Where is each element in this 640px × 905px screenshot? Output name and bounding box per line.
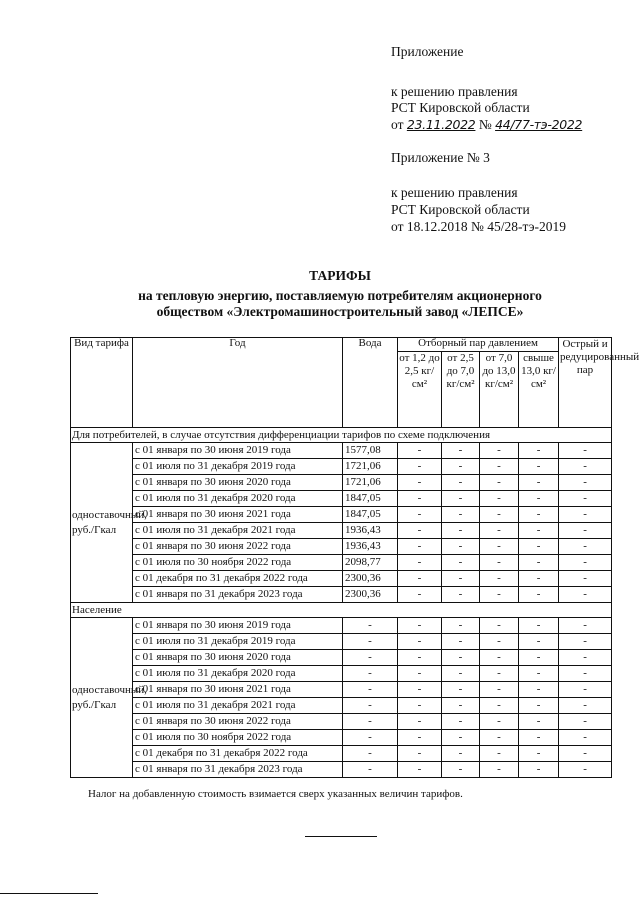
steam-value: - (442, 762, 480, 778)
steam-value: - (480, 587, 519, 603)
steam-value: - (519, 539, 559, 555)
table-row (71, 618, 612, 634)
steam-value: - (559, 459, 612, 475)
steam-value: - (519, 555, 559, 571)
water-value: 1936,43 (343, 523, 398, 539)
period-cell: с 01 июля по 31 декабря 2019 года (133, 634, 343, 650)
steam-value: - (398, 555, 442, 571)
steam-value: - (442, 475, 480, 491)
steam-value: - (442, 714, 480, 730)
water-value: - (343, 682, 398, 698)
water-value: - (343, 666, 398, 682)
water-value: 1577,08 (343, 443, 398, 459)
steam-value: - (480, 666, 519, 682)
steam-value: - (480, 618, 519, 634)
steam-value: - (559, 682, 612, 698)
table-row (71, 443, 612, 459)
period-cell: с 01 июля по 31 декабря 2021 года (133, 698, 343, 714)
water-value: 2300,36 (343, 571, 398, 587)
steam-value: - (398, 459, 442, 475)
period-cell: с 01 июля по 31 декабря 2021 года (133, 523, 343, 539)
tariff-type: одноставочный, руб./Гкал (71, 618, 133, 778)
table-row (71, 587, 612, 603)
steam-value: - (559, 507, 612, 523)
steam-value: - (480, 459, 519, 475)
steam-value: - (559, 634, 612, 650)
period-cell: с 01 июля по 31 декабря 2020 года (133, 666, 343, 682)
steam-value: - (442, 587, 480, 603)
period-cell: с 01 января по 30 июня 2019 года (133, 618, 343, 634)
steam-value: - (480, 555, 519, 571)
table-row (71, 682, 612, 698)
table-row (71, 666, 612, 682)
table-row (71, 539, 612, 555)
steam-value: - (398, 523, 442, 539)
col-p3: от 7,0 до 13,0 кг/см² (480, 352, 519, 428)
steam-value: - (480, 698, 519, 714)
steam-value: - (519, 634, 559, 650)
period-cell: с 01 января по 31 декабря 2023 года (133, 762, 343, 778)
doc-title: ТАРИФЫ (309, 268, 371, 283)
period-cell: с 01 января по 30 июня 2019 года (133, 443, 343, 459)
steam-value: - (442, 507, 480, 523)
steam-value: - (519, 523, 559, 539)
decision-ref-2: от 18.12.2018 № 45/28-тэ-2019 (391, 219, 566, 234)
table-row (71, 634, 612, 650)
steam-value: - (519, 491, 559, 507)
period-cell: с 01 января по 30 июня 2020 года (133, 475, 343, 491)
water-value: - (343, 618, 398, 634)
steam-value: - (519, 443, 559, 459)
steam-value: - (519, 507, 559, 523)
steam-value: - (398, 746, 442, 762)
steam-value: - (559, 714, 612, 730)
col-god: Год (133, 338, 343, 428)
steam-value: - (480, 682, 519, 698)
steam-value: - (442, 650, 480, 666)
water-value: 1847,05 (343, 507, 398, 523)
end-rule (305, 836, 377, 837)
period-cell: с 01 июля по 31 декабря 2020 года (133, 491, 343, 507)
steam-value: - (480, 443, 519, 459)
water-value: 1721,06 (343, 459, 398, 475)
table-row (71, 507, 612, 523)
steam-value: - (480, 507, 519, 523)
period-cell: с 01 декабря по 31 декабря 2022 года (133, 746, 343, 762)
steam-value: - (398, 682, 442, 698)
water-value: 1847,05 (343, 491, 398, 507)
col-p1: от 1,2 до 2,5 кг/см² (398, 352, 442, 428)
steam-value: - (519, 714, 559, 730)
doc-subtitle-1: на тепловую энергию, поставляемую потребителям акционерного (138, 288, 542, 303)
steam-value: - (398, 475, 442, 491)
steam-value: - (519, 618, 559, 634)
period-cell: с 01 июля по 30 ноября 2022 года (133, 730, 343, 746)
steam-value: - (480, 571, 519, 587)
steam-value: - (519, 571, 559, 587)
period-cell: с 01 января по 30 июня 2020 года (133, 650, 343, 666)
section-population-label: Население (71, 603, 612, 618)
col-ostr: Острый и редуцированный пар (559, 338, 612, 428)
col-voda: Вода (343, 338, 398, 428)
steam-value: - (442, 682, 480, 698)
steam-value: - (480, 634, 519, 650)
decision-number: 44/77-тэ-2022 (495, 117, 583, 132)
water-value: - (343, 746, 398, 762)
steam-value: - (559, 491, 612, 507)
steam-value: - (442, 666, 480, 682)
steam-value: - (398, 634, 442, 650)
water-value: 2300,36 (343, 587, 398, 603)
steam-value: - (480, 539, 519, 555)
steam-value: - (559, 730, 612, 746)
col-p4: свыше 13,0 кг/см² (519, 352, 559, 428)
decision-ref: от 23.11.2022 № 44/77-тэ-2022 (391, 117, 583, 132)
water-value: - (343, 698, 398, 714)
steam-value: - (398, 698, 442, 714)
steam-value: - (442, 491, 480, 507)
steam-value: - (398, 650, 442, 666)
water-value: - (343, 730, 398, 746)
steam-value: - (480, 650, 519, 666)
steam-value: - (398, 539, 442, 555)
bottom-rule (0, 893, 98, 894)
steam-value: - (559, 475, 612, 491)
authority-label: РСТ Кировской области (391, 100, 530, 115)
table-row (71, 650, 612, 666)
table-row (71, 475, 612, 491)
steam-value: - (559, 746, 612, 762)
steam-value: - (398, 714, 442, 730)
table-row (71, 571, 612, 587)
period-cell: с 01 января по 31 декабря 2023 года (133, 587, 343, 603)
steam-value: - (442, 523, 480, 539)
steam-value: - (442, 443, 480, 459)
decision-label-2: к решению правления (391, 185, 518, 200)
steam-value: - (398, 762, 442, 778)
appendix-label: Приложение (391, 44, 464, 59)
steam-value: - (519, 650, 559, 666)
water-value: - (343, 650, 398, 666)
steam-value: - (480, 746, 519, 762)
steam-value: - (442, 571, 480, 587)
water-value: 1721,06 (343, 475, 398, 491)
period-cell: с 01 января по 30 июня 2021 года (133, 507, 343, 523)
period-cell: с 01 июля по 30 ноября 2022 года (133, 555, 343, 571)
vat-note: Налог на добавленную стоимость взимается сверх указанных величин тарифов. (88, 788, 463, 800)
steam-value: - (442, 698, 480, 714)
col-p2: от 2,5 до 7,0 кг/см² (442, 352, 480, 428)
section-consumers-label: Для потребителей, в случае отсутствия дифференциации тарифов по схеме подключения (71, 428, 612, 443)
steam-value: - (559, 666, 612, 682)
steam-value: - (559, 618, 612, 634)
period-cell: с 01 января по 30 июня 2021 года (133, 682, 343, 698)
steam-value: - (442, 746, 480, 762)
decision-label: к решению правления (391, 84, 518, 99)
table-row (71, 491, 612, 507)
authority-label-2: РСТ Кировской области (391, 202, 530, 217)
steam-value: - (559, 523, 612, 539)
period-cell: с 01 января по 30 июня 2022 года (133, 714, 343, 730)
water-value: - (343, 714, 398, 730)
steam-value: - (398, 507, 442, 523)
steam-value: - (519, 762, 559, 778)
col-vid: Вид тарифа (71, 338, 133, 428)
steam-value: - (398, 443, 442, 459)
steam-value: - (398, 587, 442, 603)
steam-value: - (559, 555, 612, 571)
tariff-type: одноставочный, руб./Гкал (71, 443, 133, 603)
steam-value: - (442, 539, 480, 555)
section-population (71, 603, 612, 618)
water-value: 1936,43 (343, 539, 398, 555)
steam-value: - (480, 475, 519, 491)
table-row (71, 714, 612, 730)
period-cell: с 01 июля по 31 декабря 2019 года (133, 459, 343, 475)
decision-date: 23.11.2022 (406, 117, 476, 132)
table-row (71, 730, 612, 746)
table-row (71, 698, 612, 714)
water-value: - (343, 762, 398, 778)
steam-value: - (442, 555, 480, 571)
steam-value: - (559, 698, 612, 714)
steam-value: - (398, 571, 442, 587)
steam-value: - (519, 682, 559, 698)
steam-value: - (559, 587, 612, 603)
steam-value: - (480, 730, 519, 746)
steam-value: - (442, 634, 480, 650)
steam-value: - (442, 618, 480, 634)
steam-value: - (559, 571, 612, 587)
period-cell: с 01 января по 30 июня 2022 года (133, 539, 343, 555)
steam-value: - (398, 666, 442, 682)
steam-value: - (559, 539, 612, 555)
steam-value: - (442, 730, 480, 746)
water-value: 2098,77 (343, 555, 398, 571)
steam-value: - (559, 762, 612, 778)
period-cell: с 01 декабря по 31 декабря 2022 года (133, 571, 343, 587)
table-row (71, 762, 612, 778)
col-otbor: Отборный пар давлением (398, 338, 559, 352)
steam-value: - (519, 698, 559, 714)
steam-value: - (480, 491, 519, 507)
water-value: - (343, 634, 398, 650)
table-row (71, 459, 612, 475)
steam-value: - (519, 587, 559, 603)
steam-value: - (519, 475, 559, 491)
steam-value: - (559, 443, 612, 459)
table-row (71, 746, 612, 762)
tariff-table (70, 337, 640, 778)
steam-value: - (519, 746, 559, 762)
steam-value: - (398, 618, 442, 634)
steam-value: - (480, 714, 519, 730)
steam-value: - (519, 459, 559, 475)
steam-value: - (442, 459, 480, 475)
steam-value: - (519, 666, 559, 682)
table-row (71, 523, 612, 539)
steam-value: - (559, 650, 612, 666)
section-consumers (71, 428, 612, 443)
steam-value: - (519, 730, 559, 746)
steam-value: - (480, 762, 519, 778)
steam-value: - (398, 730, 442, 746)
table-row (71, 555, 612, 571)
doc-subtitle-2: обществом «Электромашиностроительный завод «ЛЕПСЕ» (156, 304, 524, 319)
steam-value: - (480, 523, 519, 539)
appendix-number: Приложение № 3 (391, 150, 490, 165)
steam-value: - (398, 491, 442, 507)
